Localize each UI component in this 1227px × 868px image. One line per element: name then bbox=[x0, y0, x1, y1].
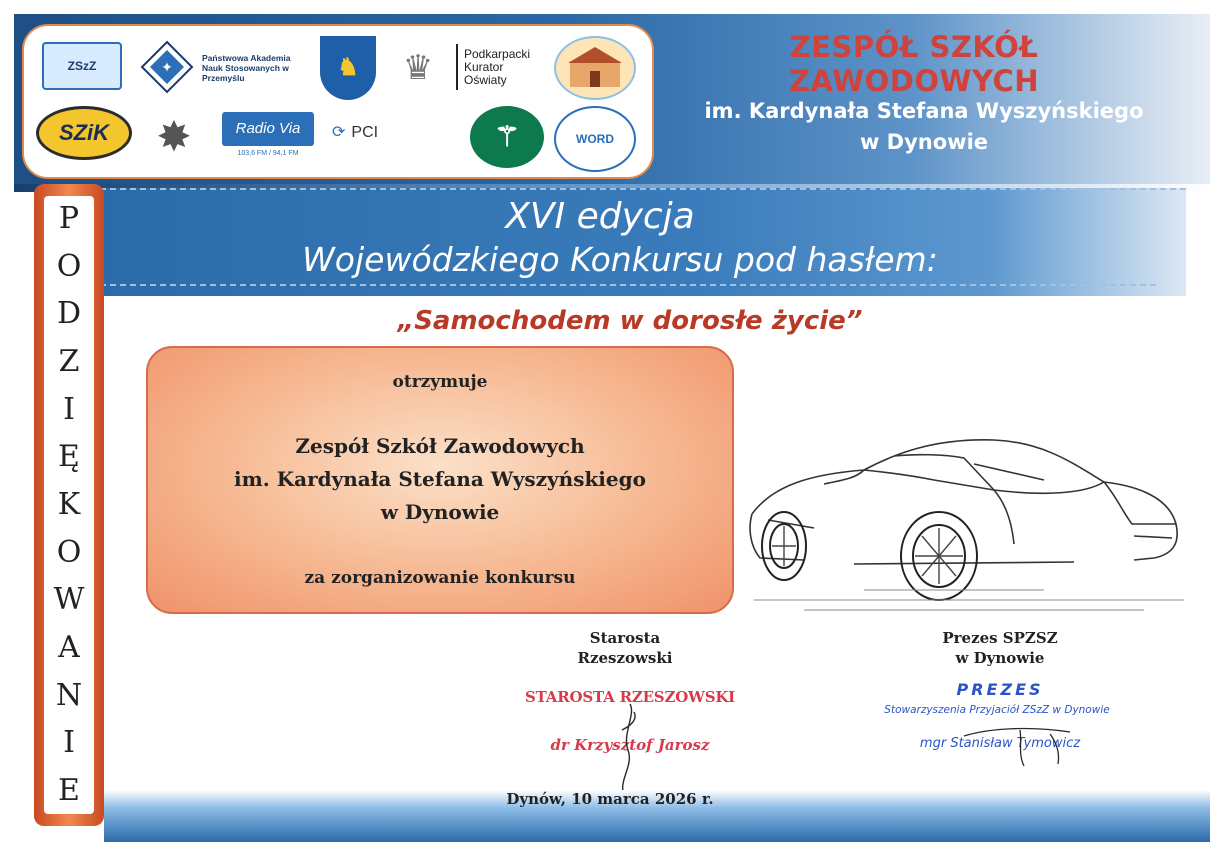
word-logo bbox=[554, 106, 636, 172]
starosta-role-line2: Rzeszowski bbox=[577, 649, 673, 667]
gmina-emblem-icon bbox=[554, 36, 636, 100]
zszz-logo bbox=[42, 42, 122, 90]
radio-via-logo bbox=[222, 112, 314, 146]
ribbon-letter: A bbox=[58, 629, 80, 665]
award-reason: za zorganizowanie konkursu bbox=[304, 568, 576, 588]
thanks-ribbon-letters bbox=[44, 196, 94, 814]
ribbon-letter: K bbox=[57, 486, 81, 522]
edition-number: XVI edycja bbox=[505, 196, 695, 237]
pans-emblem-icon bbox=[140, 40, 194, 94]
polish-eagle-icon: ♛ bbox=[402, 49, 434, 87]
powiat-coat-of-arms-icon: ♞ bbox=[320, 36, 376, 100]
szik-logo-text: SZiK bbox=[58, 120, 110, 145]
pci-logo: ⟳ PCI bbox=[332, 124, 379, 141]
place-and-date: Dynów, 10 marca 2026 r. bbox=[506, 790, 714, 808]
award-winner bbox=[146, 430, 734, 529]
ribbon-letter: E bbox=[58, 772, 80, 808]
ribbon-letter: O bbox=[56, 248, 82, 284]
school-subtitle-line2: w Dynowie bbox=[859, 130, 989, 154]
kurator-logo-text: Podkarpacki Kurator Oświaty bbox=[456, 44, 546, 90]
szik-logo bbox=[36, 106, 132, 160]
contest-slogan: „Samochodem w dorosłe życie” bbox=[397, 306, 863, 336]
contest-heading: Wojewódzkiego Konkursu pod hasłem: bbox=[302, 240, 938, 279]
school-subtitle-line1: im. Kardynała Stefana Wyszyńskiego bbox=[704, 99, 1144, 123]
starosta-stamp: STAROSTA RZESZOWSKI bbox=[524, 688, 735, 706]
ribbon-letter: W bbox=[53, 582, 85, 618]
prezes-role-line1: Prezes SPZSZ bbox=[942, 629, 1058, 647]
starosta-signature-block bbox=[540, 628, 710, 668]
award-receives: otrzymuje bbox=[392, 372, 488, 392]
radio-frequency-text: 103,6 FM / 94,1 FM bbox=[237, 150, 299, 157]
ribbon-letter: I bbox=[63, 391, 75, 427]
radio-via-text: Radio Via bbox=[235, 120, 301, 137]
pci-logo-text: PCI bbox=[351, 124, 379, 141]
prezes-name: mgr Stanisław Tymowicz bbox=[919, 736, 1081, 751]
word-logo-text: WORD bbox=[576, 132, 614, 146]
ribbon-letter: Z bbox=[58, 343, 80, 379]
starosta-role-line1: Starosta bbox=[589, 629, 661, 647]
thanks-ribbon bbox=[34, 184, 104, 826]
award-winner-line3: w Dynowie bbox=[380, 500, 500, 524]
ribbon-letter: I bbox=[63, 725, 75, 761]
ribbon-letter: Ę bbox=[58, 439, 80, 475]
sponsor-logos-panel bbox=[22, 24, 654, 179]
prezes-stamp-title: PREZES bbox=[956, 680, 1044, 699]
ribbon-letter: P bbox=[58, 201, 80, 236]
award-winner-line2: im. Kardynała Stefana Wyszyńskiego bbox=[234, 467, 646, 491]
prezes-stamp-organization: Stowarzyszenia Przyjaciół ZSzZ w Dynowie bbox=[884, 704, 1110, 716]
prezes-role-line2: w Dynowie bbox=[955, 649, 1045, 667]
ribbon-letter: N bbox=[55, 677, 83, 713]
pans-logo-text: Państwowa Akademia Nauk Stosowanych w Przemyślu bbox=[202, 53, 291, 83]
school-subtitle bbox=[664, 96, 1184, 158]
ribbon-letter: D bbox=[56, 296, 82, 332]
svg-text:✦: ✦ bbox=[161, 60, 173, 76]
zszz-logo-text: ZSzZ bbox=[67, 59, 97, 73]
sports-car-illustration bbox=[744, 424, 1184, 620]
itd-inspection-icon: ⚚ bbox=[470, 106, 544, 168]
ribbon-letter: O bbox=[56, 534, 82, 570]
award-winner-line1: Zespół Szkół Zawodowych bbox=[295, 434, 585, 458]
starosta-name: dr Krzysztof Jarosz bbox=[550, 736, 710, 754]
school-title: ZESPÓŁ SZKÓŁ ZAWODOWYCH bbox=[788, 30, 1040, 98]
prezes-signature-block bbox=[900, 628, 1100, 668]
police-star-icon: ✸ bbox=[156, 113, 192, 160]
